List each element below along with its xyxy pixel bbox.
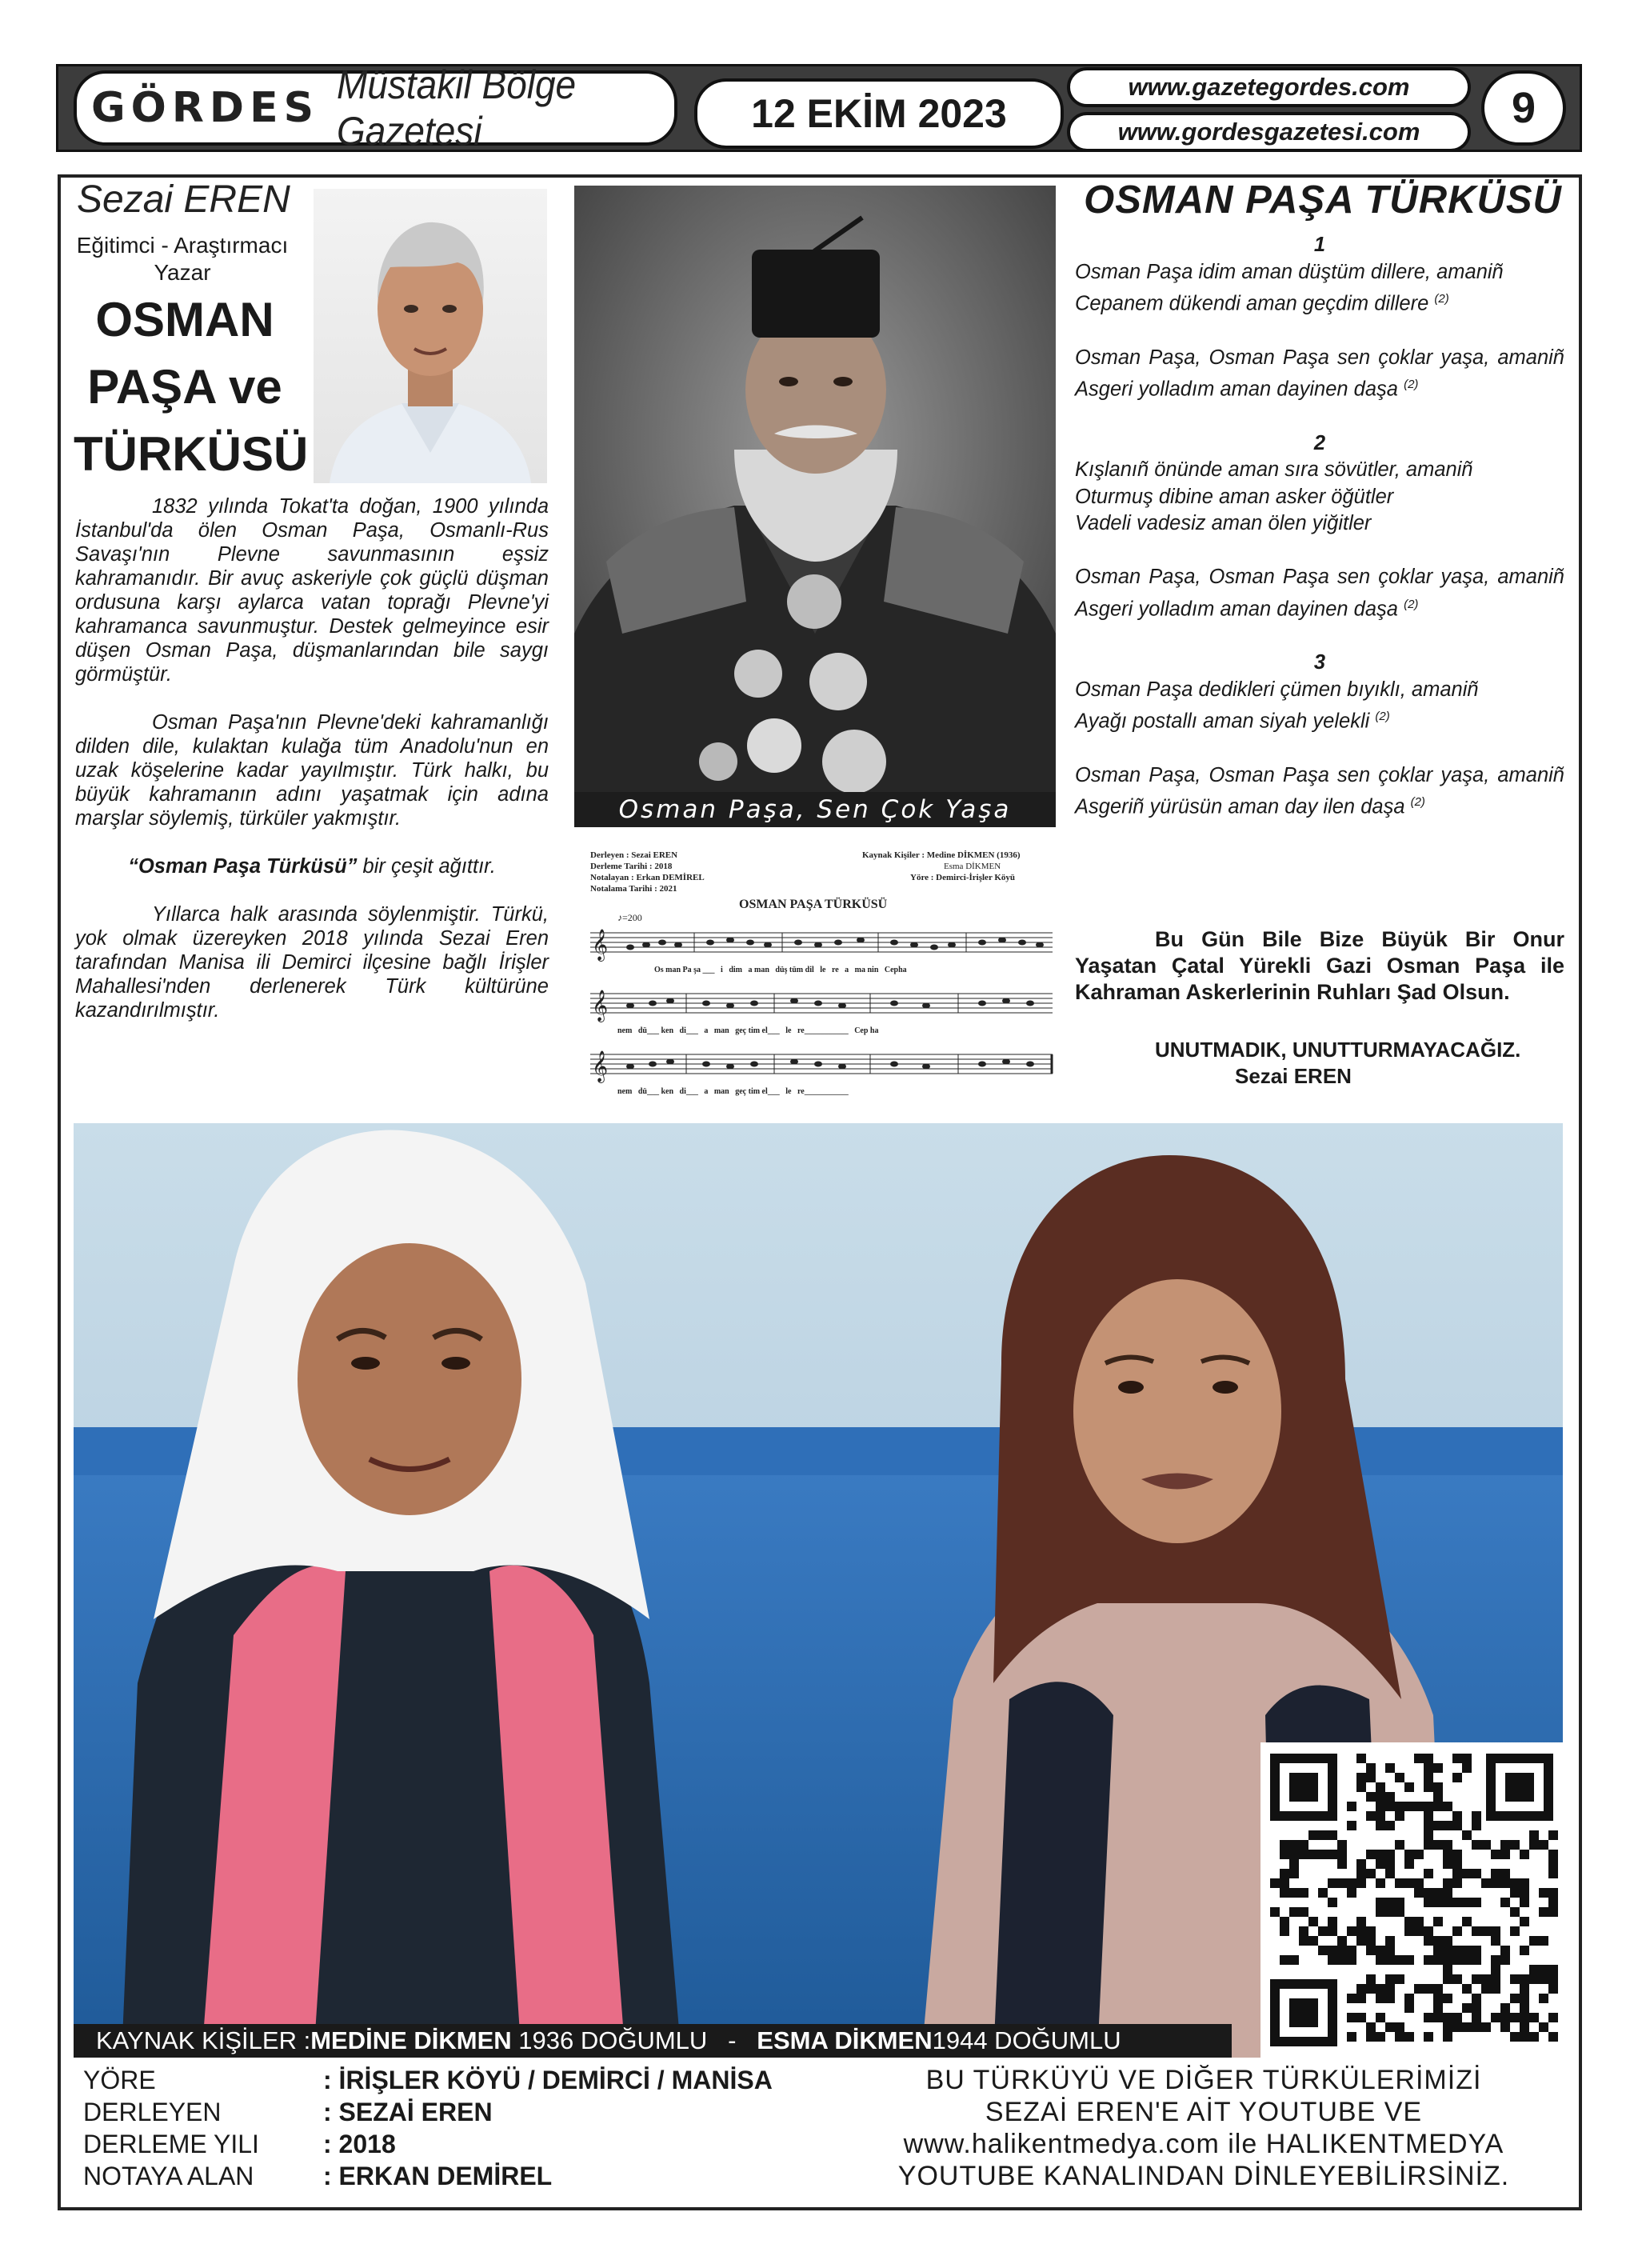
caption-prefix: KAYNAK KİŞİLER : bbox=[96, 2026, 311, 2054]
youtube-promo bbox=[848, 2064, 1560, 2192]
score-title: OSMAN PAŞA TÜRKÜSÜ bbox=[739, 898, 888, 911]
verse-number: 1 bbox=[1313, 234, 1326, 256]
info-row bbox=[83, 2096, 773, 2128]
repeat-mark: (2) bbox=[1404, 597, 1419, 611]
score-yore: Yöre : Demirci-İrişler Köyü bbox=[910, 873, 1016, 882]
lyric-line-with-repeat bbox=[1075, 703, 1564, 735]
info-row bbox=[83, 2160, 773, 2192]
info-value: : ERKAN DEMİREL bbox=[323, 2162, 553, 2190]
website-link-1[interactable]: www.gazetegordes.com bbox=[1067, 67, 1471, 107]
svg-text:𝄞: 𝄞 bbox=[592, 929, 609, 961]
info-row bbox=[83, 2064, 773, 2096]
article-body bbox=[75, 494, 549, 1046]
info-value: : 2018 bbox=[323, 2130, 396, 2158]
qr-code[interactable] bbox=[1260, 1742, 1563, 2058]
article-paragraph: 1832 yılında Tokat'ta doğan, 1900 yılında İstanbul'da ölen Osman Paşa, Osmanlı-Rus Savaşı'nın Plevne savunmasının eşsiz kahramanıdır. Bir avuç askeriyle çok güçlü düşman ordusuna karşı aylarca vatan toprağı Plevne'yi kahramanca savunmuştur. Destek gelmeyince esir düşen Osman Paşa, düşmanlarından bile saygı görmüştür. bbox=[75, 495, 549, 686]
chorus-line-with-repeat bbox=[1075, 371, 1564, 403]
svg-text:𝄞: 𝄞 bbox=[592, 1050, 609, 1082]
lyric-line: Oturmuş dibine aman asker öğütler bbox=[1075, 485, 1394, 508]
tribute-paragraph: Bu Gün Bile Bize Büyük Bir Onur Yaşatan Çatal Yürekli Gazi Osman Paşa ile Kahraman Askerlerinin Ruhları Şad Olsun. bbox=[1075, 927, 1564, 1004]
article-title-line: OSMAN bbox=[95, 293, 274, 346]
score-derleyen: Derleyen : Sezai EREN bbox=[590, 850, 678, 860]
signoff-author: Sezai EREN bbox=[1235, 1064, 1352, 1088]
brand-name: GÖRDES bbox=[91, 84, 320, 132]
brand-subtitle: Müstakil Bölge Gazetesi bbox=[337, 62, 577, 154]
info-key: DERLEYEN bbox=[83, 2098, 222, 2126]
info-key: NOTAYA ALAN bbox=[83, 2162, 254, 2190]
lyric-line: Vadeli vadesiz aman ölen yiğitler bbox=[1075, 512, 1372, 534]
article-quote-paragraph bbox=[75, 854, 549, 878]
lyric-line: Osman Paşa idim aman düştüm dillere, amaniñ bbox=[1075, 260, 1504, 283]
lyric-line: Ayağı postallı aman siyah yelekli bbox=[1075, 710, 1370, 733]
article-paragraph: Osman Paşa'nın Plevne'deki kahramanlığı dilden dile, kulaktan kulağa tüm Anadolu'nun en uzak köşelerine kadar yayılmıştır. Türk halkı, bu büyük kahramanın adını yaşatmak için adına marşlar söylemiş, türküler yakmıştır. bbox=[75, 711, 549, 830]
signoff bbox=[1155, 1037, 1520, 1090]
lyric-line: Kışlanıñ önünde aman sıra sövütler, amaniñ bbox=[1075, 458, 1473, 481]
signoff-motto: UNUTMADIK, UNUTTURMAYACAĞIZ. bbox=[1155, 1038, 1521, 1062]
score-tempo: ♪=200 bbox=[617, 912, 642, 923]
chorus-line-with-repeat bbox=[1075, 789, 1564, 821]
song-title: OSMAN PAŞA TÜRKÜSÜ bbox=[1084, 178, 1562, 222]
song-lyrics bbox=[1075, 232, 1564, 821]
score-staves bbox=[590, 925, 1054, 1109]
article-title bbox=[74, 286, 309, 488]
tribute-text bbox=[1075, 926, 1564, 1006]
issue-date: 12 EKİM 2023 bbox=[694, 78, 1064, 149]
article-quote-tail: bir çeşit ağıttır. bbox=[357, 855, 496, 878]
score-notalayan: Notalayan : Erkan DEMİREL bbox=[590, 873, 705, 882]
page-number: 9 bbox=[1481, 70, 1566, 146]
person-1-birth: 1936 DOĞUMLU - bbox=[511, 2026, 757, 2054]
person-2-birth: 1944 DOĞUMLU bbox=[932, 2026, 1121, 2054]
article-title-line: TÜRKÜSÜ bbox=[74, 427, 309, 481]
repeat-mark: (2) bbox=[1375, 710, 1390, 723]
author-role-line2: Yazar bbox=[154, 260, 211, 285]
score-kaynak-2: Esma DİKMEN bbox=[944, 862, 1001, 871]
author-name: Sezai EREN bbox=[77, 178, 290, 221]
info-key: YÖRE bbox=[83, 2066, 156, 2094]
article-quote: “Osman Paşa Türküsü” bbox=[128, 855, 358, 878]
article-title-line: PAŞA ve bbox=[87, 360, 282, 414]
repeat-mark: (2) bbox=[1404, 378, 1419, 391]
info-row bbox=[83, 2128, 773, 2160]
lyric-line: Osman Paşa dedikleri çümen bıyıklı, amaniñ bbox=[1075, 678, 1479, 701]
music-score bbox=[590, 850, 1054, 1112]
source-persons-caption bbox=[74, 2024, 1232, 2058]
chorus-line: Osman Paşa, Osman Paşa sen çoklar yaşa, amaniñ bbox=[1075, 566, 1564, 588]
chorus-line: Asgeri yolladım aman dayinen daşa bbox=[1075, 378, 1398, 401]
person-2-name: ESMA DİKMEN bbox=[757, 2026, 933, 2054]
newspaper-brand bbox=[74, 62, 677, 154]
verse-number: 3 bbox=[1313, 651, 1326, 674]
lyric-line-with-repeat bbox=[1075, 286, 1564, 318]
promo-line: BU TÜRKÜYÜ VE DİĞER TÜRKÜLERİMİZİ bbox=[925, 2065, 1482, 2095]
info-key: DERLEME YILI bbox=[83, 2130, 259, 2158]
chorus-line-with-repeat bbox=[1075, 591, 1564, 623]
person-1-name: MEDİNE DİKMEN bbox=[310, 2026, 512, 2054]
score-lyrics-1: Os man Pa şa ___ i dim a man düş tüm dil le re a ma nin Cepha bbox=[654, 966, 907, 974]
author-role bbox=[75, 232, 290, 286]
info-value: : SEZAİ EREN bbox=[323, 2098, 493, 2126]
svg-text:𝄞: 𝄞 bbox=[592, 990, 609, 1022]
info-table bbox=[83, 2064, 773, 2192]
repeat-mark: (2) bbox=[1434, 292, 1449, 306]
score-lyrics-3: nem dü___ ken di___ a man geç tim el___ le re___________ bbox=[617, 1087, 849, 1096]
score-lyrics-2: nem dü___ ken di___ a man geç tim el___ le re___________ Cep ha bbox=[617, 1026, 879, 1035]
chorus-line: Asgeri yolladım aman dayinen daşa bbox=[1075, 598, 1398, 620]
pasha-caption: Osman Paşa, Sen Çok Yaşa bbox=[574, 792, 1056, 827]
score-notalama-tarihi: Notalama Tarihi : 2021 bbox=[590, 884, 677, 894]
promo-line: www.halikentmedya.com ile HALIKENTMEDYA bbox=[903, 2129, 1504, 2159]
promo-line: SEZAİ EREN'E AİT YOUTUBE VE bbox=[985, 2097, 1423, 2127]
verse-number: 2 bbox=[1313, 431, 1326, 454]
score-kaynak: Kaynak Kişiler : Medine DİKMEN (1936) bbox=[862, 850, 1021, 860]
author-portrait bbox=[314, 189, 547, 483]
score-derleme-tarihi: Derleme Tarihi : 2018 bbox=[590, 862, 673, 871]
website-link-2[interactable]: www.gordesgazetesi.com bbox=[1067, 112, 1471, 152]
chorus-line: Asgeriñ yürüsün aman day ilen daşa bbox=[1075, 795, 1405, 818]
promo-line: YOUTUBE KANALINDAN DİNLEYEBİLİRSİNİZ. bbox=[897, 2161, 1510, 2191]
lyric-line: Cepanem dükendi aman geçdim dillere bbox=[1075, 292, 1429, 315]
repeat-mark: (2) bbox=[1410, 795, 1425, 809]
article-paragraph: Yıllarca halk arasında söylenmiştir. Türkü, yok olmak üzereyken 2018 yılında Sezai Eren tarafından Manisa ili Demirci ilçesine bağlı İrişler Mahallesi'nden derlenerek Türk kültürüne kazandırılmıştır. bbox=[75, 903, 549, 1022]
info-value: : İRİŞLER KÖYÜ / DEMİRCİ / MANİSA bbox=[323, 2066, 773, 2094]
author-role-line1: Eğitimci - Araştırmacı bbox=[76, 233, 289, 258]
osman-pasha-photo bbox=[574, 186, 1056, 827]
chorus-line: Osman Paşa, Osman Paşa sen çoklar yaşa, amaniñ bbox=[1075, 763, 1564, 786]
chorus-line: Osman Paşa, Osman Paşa sen çoklar yaşa, amaniñ bbox=[1075, 346, 1564, 369]
